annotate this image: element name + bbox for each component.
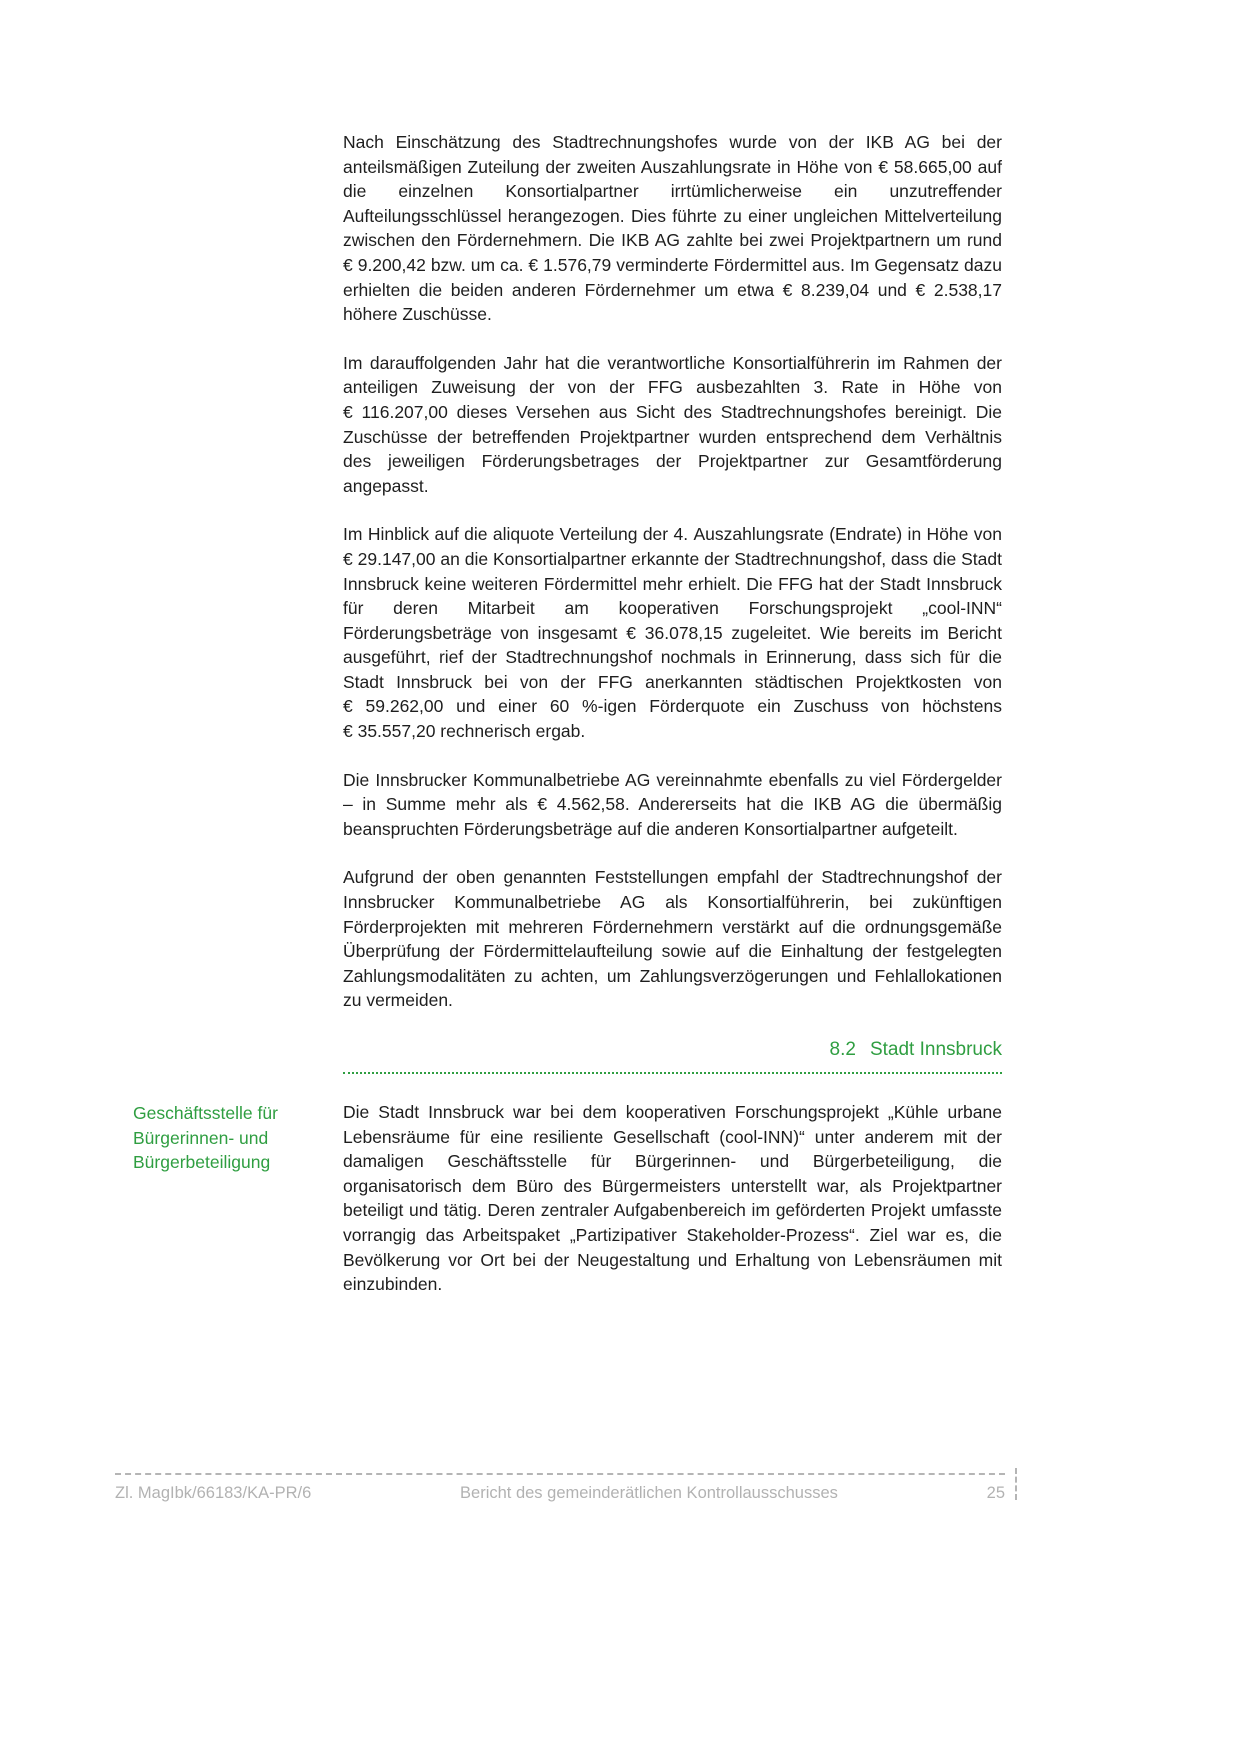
footer-divider [115, 1473, 1005, 1475]
paragraph-5: Aufgrund der oben genannten Feststellungen empfahl der Stadtrechnungshof der Innsbrucker Kommunalbetriebe AG als Konsortialführerin, bei zukünftigen Förderprojekten mit mehreren Fördernehmern verstärkt auf die ordnungsgemäße Überprüfung der Fördermittelaufteilung sowie auf die Einhaltung der festgelegten Zahlungsmodalitäten zu achten, um Zahlungsverzögerungen und Fehlallokationen zu vermeiden. [343, 867, 1002, 1011]
section-heading [343, 1037, 1002, 1072]
paragraph-4: Die Innsbrucker Kommunalbetriebe AG vereinnahmte ebenfalls zu viel Fördergelder – in Summe mehr als € 4.562,58. Andererseits hat die IKB AG die übermäßig beanspruchten Förderungsbeträge auf die anderen Konsortialpartner aufgeteilt. [343, 769, 1002, 839]
margin-note: Geschäftsstelle für Bürgerinnen- und Bürgerbeteiligung [133, 1103, 278, 1173]
footer-row [115, 1482, 1005, 1504]
section-heading-block [343, 1037, 1002, 1074]
paragraph-1: Nach Einschätzung des Stadtrechnungshofes wurde von der IKB AG bei der anteilsmäßigen Zuteilung der zweiten Auszahlungsrate in Höhe von € 58.665,00 auf die einzelnen Konsortialpartner irrtümlicherweise ein unzutreffender Aufteilungsschlüssel herangezogen. Dies führte zu einer ungleichen Mittelverteilung zwischen den Fördernehmern. Die IKB AG zahlte bei zwei Projektpartnern um rund € 9.200,42 bzw. um ca. € 1.576,79 verminderte Fördermittel aus. Im Gegensatz dazu erhielten die beiden anderen Fördernehmer um etwa € 8.239,04 und € 2.538,17 höhere Zuschüsse. [343, 132, 1002, 325]
text-column [133, 130, 1002, 1321]
footer-title: Bericht des gemeinderätlichen Kontrollausschusses [460, 1484, 838, 1502]
footer-divider-tick [1015, 1468, 1017, 1500]
section-8-2-body [133, 1100, 1002, 1297]
page-footer [115, 1473, 1005, 1504]
paragraph-6: Die Stadt Innsbruck war bei dem kooperativen Forschungsprojekt „Kühle urbane Lebensräume für eine resiliente Gesellschaft (cool-INN)“ unter anderem mit der damaligen Geschäftsstelle für Bürgerinnen- und Bürgerbeteiligung, die organisatorisch dem Büro des Bürgermeisters unterstellt war, als Projektpartner beteiligt und tätig. Deren zentraler Aufgabenbereich im geförderten Projekt umfasste vorrangig das Arbeitspaket „Partizipativer Stakeholder-Prozess“. Ziel war es, die Bevölkerung vor Ort bei der Neugestaltung und Erhaltung von Lebensräumen mit einzubinden. [343, 1102, 1002, 1295]
paragraph-2: Im darauffolgenden Jahr hat die verantwortliche Konsortialführerin im Rahmen der anteiligen Zuweisung der von der FFG ausbezahlten 3. Rate in Höhe von € 116.207,00 dieses Versehen aus Sicht des Stadtrechnungshofes bereinigt. Die Zuschüsse der betreffenden Projektpartner wurden entsprechend dem Verhältnis des jeweiligen Förderungsbetrages der Projektpartner zur Gesamtförderung angepasst. [343, 352, 1002, 496]
section-title: Stadt Innsbruck [869, 1039, 1002, 1060]
paragraph-3: Im Hinblick auf die aliquote Verteilung der 4. Auszahlungsrate (Endrate) in Höhe von € 29.147,00 an die Konsortialpartner erkannte der Stadtrechnungshof, dass die Stadt Innsbruck keine weiteren Fördermittel mehr erhielt. Die FFG hat der Stadt Innsbruck für deren Mitarbeit am kooperativen Forschungsprojekt „cool-INN“ Förderungsbeträge von insgesamt € 36.078,15 zugeleitet. Wie bereits im Bericht ausgeführt, rief der Stadtrechnungshof nochmals in Erinnerung, dass sich für die Stadt Innsbruck bei von der FFG anerkannten städtischen Projektkosten von € 59.262,00 und einer 60 %-igen Förderquote ein Zuschuss von höchstens € 35.557,20 rechnerisch ergab. [343, 524, 1002, 742]
section-number: 8.2 [829, 1039, 856, 1060]
footer-reference: Zl. MagIbk/66183/KA-PR/6 [115, 1484, 312, 1502]
footer-page-number: 25 [986, 1484, 1005, 1502]
section-divider [343, 1072, 1002, 1074]
